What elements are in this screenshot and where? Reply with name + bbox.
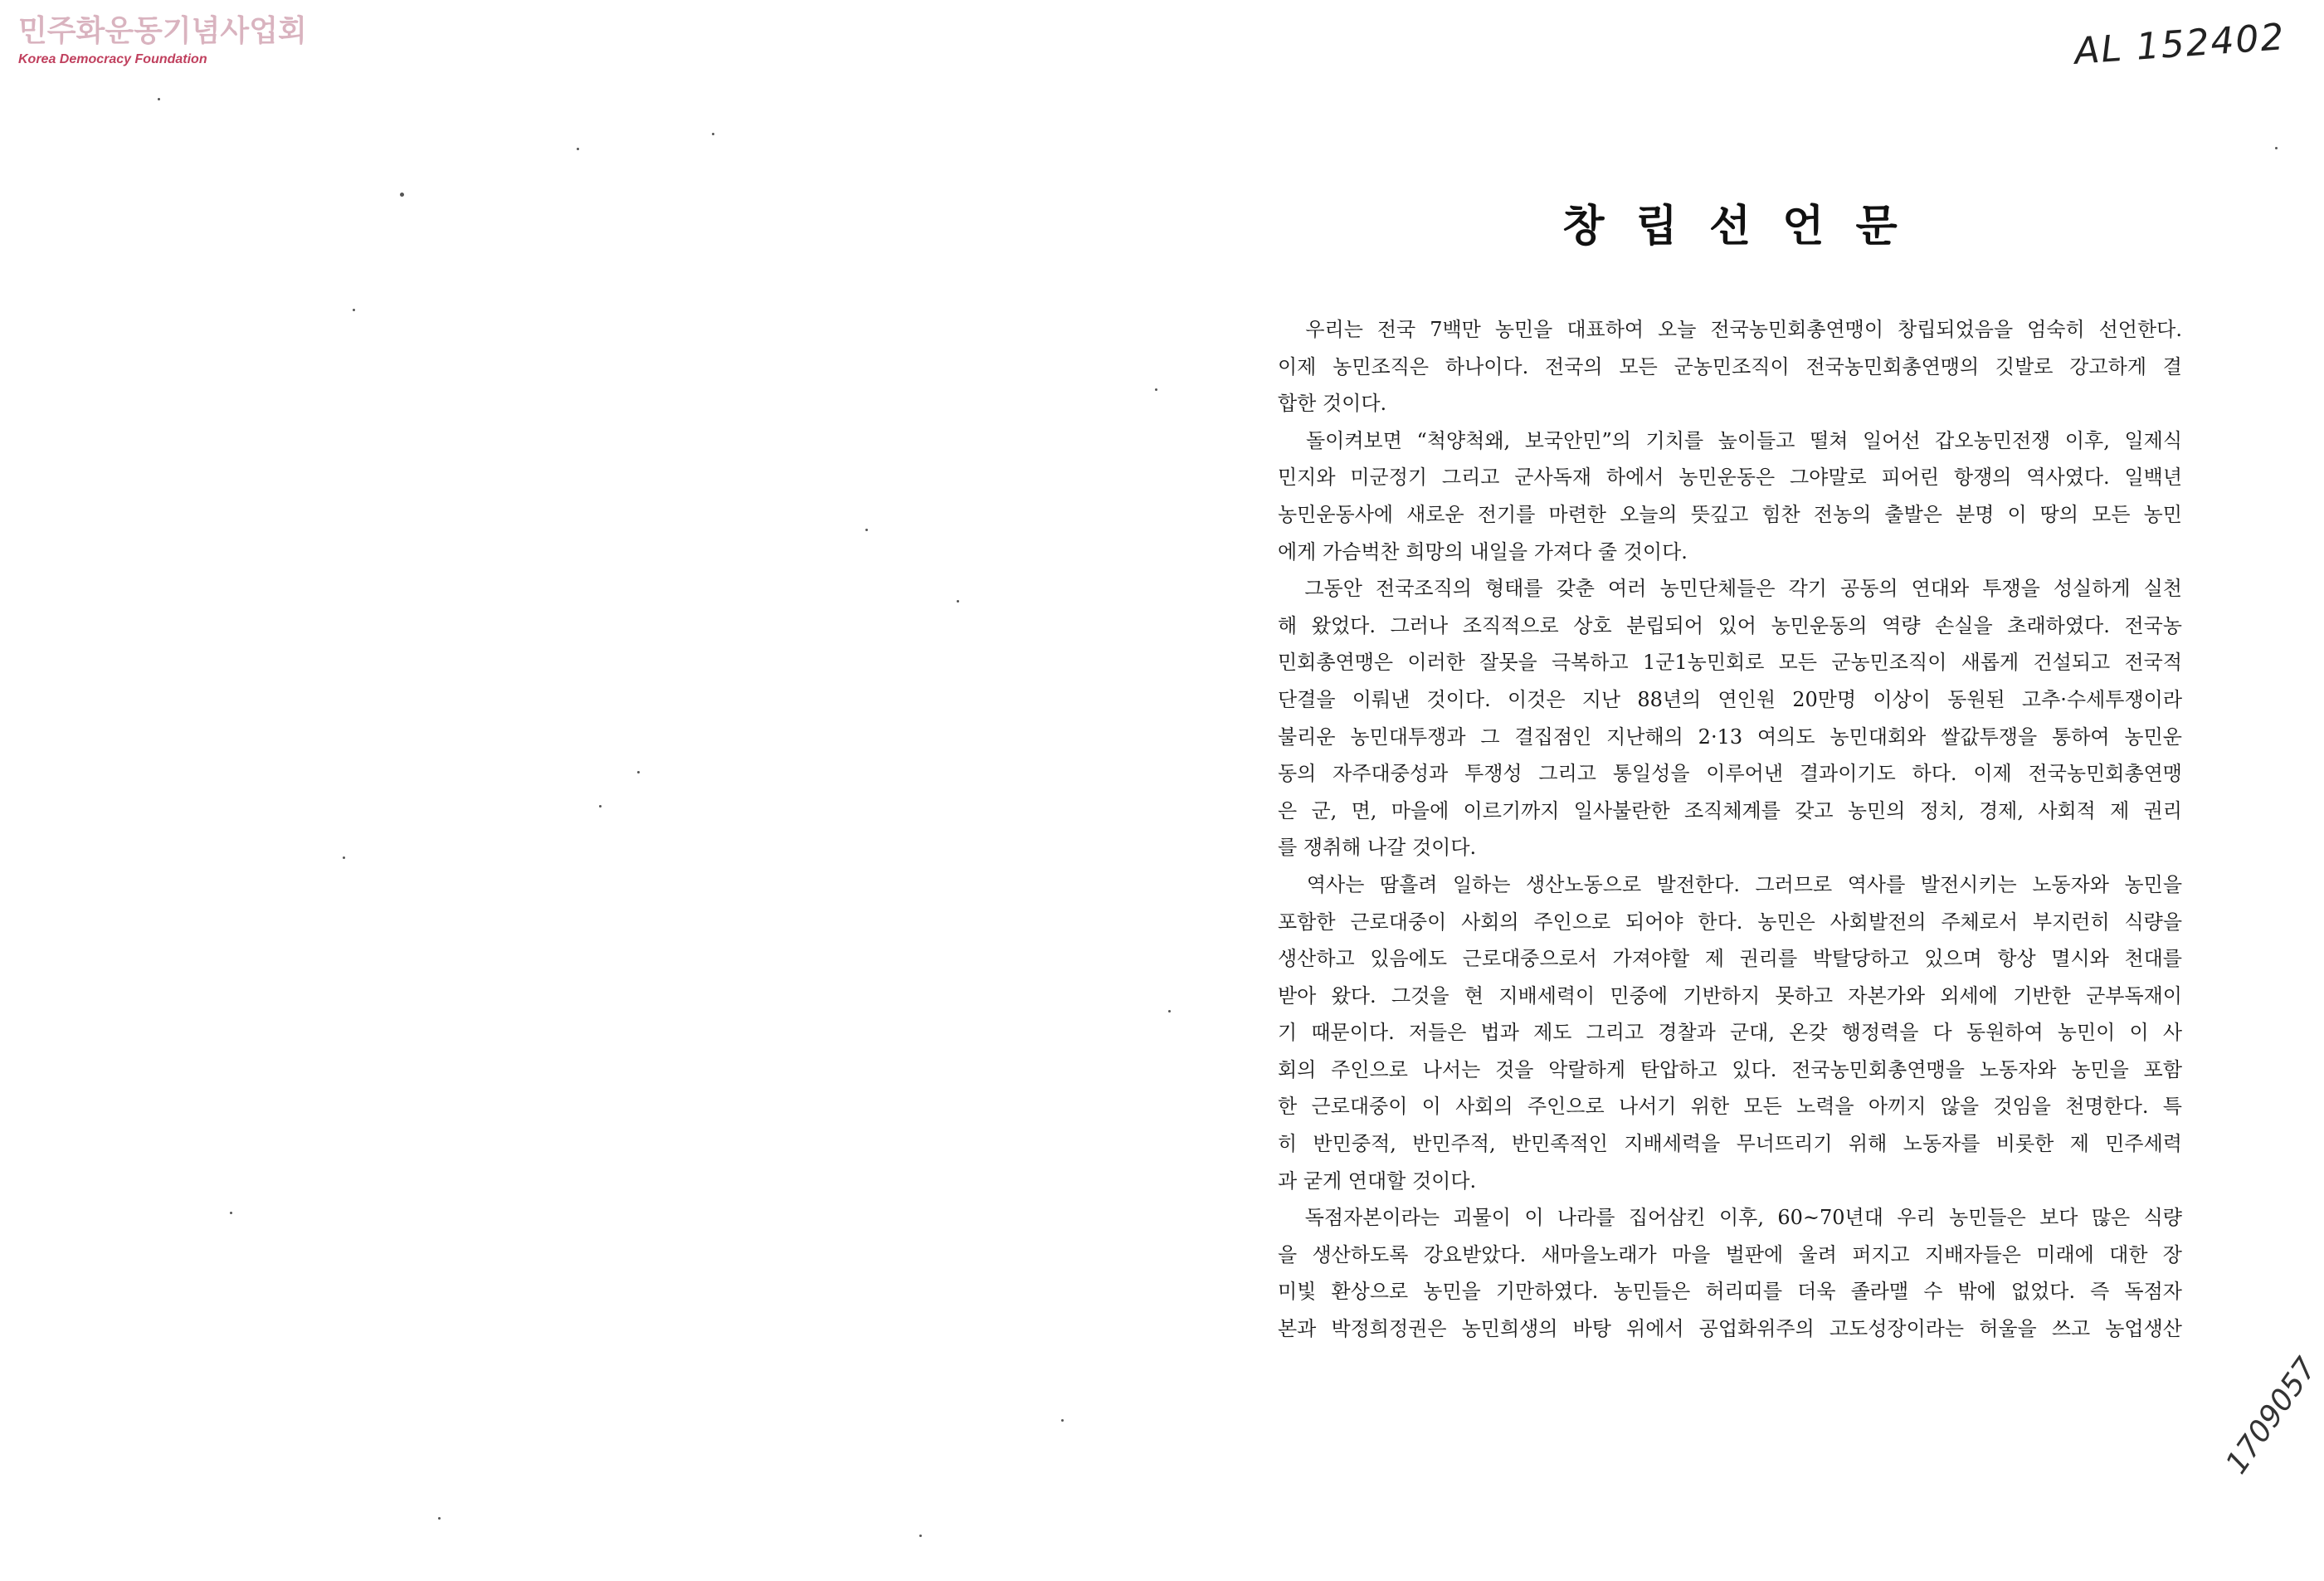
document-line: 단결을 이뤄낸 것이다. 이것은 지난 88년의 연인원 20만명 이상이 동원된 고추·수세투쟁이라 — [1278, 687, 2182, 711]
document-line: 동의 자주대중성과 투쟁성 그리고 통일성을 이루어낸 결과이기도 하다. 이제 전국농민회총연맹 — [1278, 762, 2182, 786]
document-line: 를 쟁취해 나갈 것이다. — [1278, 836, 1477, 860]
document-line: 그동안 전국조직의 형태를 갖춘 여러 농민단체들은 각기 공동의 연대와 투쟁을 성실하게 실천 — [1278, 577, 2182, 601]
document-line: 역사는 땀흘려 일하는 생산노동으로 발전한다. 그러므로 역사를 발전시키는 노동자와 농민을 — [1278, 872, 2182, 896]
document-line: 생산하고 있음에도 근로대중으로서 가져야할 제 권리를 박탈당하고 있으며 항상 멸시와 천대를 — [1278, 947, 2182, 971]
scan-speckle — [2275, 147, 2278, 149]
document-line: 히 반민중적, 반민주적, 반민족적인 지배세력을 무너뜨리기 위해 노동자를 비롯한 제 민주세력 — [1278, 1132, 2182, 1156]
scan-speckle — [919, 1535, 922, 1537]
scan-speckle — [353, 309, 355, 311]
scan-speckle — [343, 856, 345, 859]
document-line: 기 때문이다. 저들은 법과 제도 그리고 경찰과 군대, 온갖 행정력을 다 동원하여 농민이 이 사 — [1278, 1021, 2182, 1045]
document-line: 받아 왔다. 그것을 현 지배세력이 민중에 기반하지 못하고 자본가와 외세에 기반한 군부독재이 — [1278, 983, 2182, 1008]
document-line: 에게 가슴벅찬 희망의 내일을 가져다 줄 것이다. — [1278, 539, 1688, 564]
scan-speckle — [1155, 388, 1157, 391]
document-line: 은 군, 면, 마을에 이르기까지 일사불란한 조직체계를 갖고 농민의 정치, 경제, 사회적 제 권리 — [1278, 798, 2182, 822]
scan-speckle — [230, 1212, 232, 1214]
handwritten-archive-number: AL 152402 — [2073, 16, 2287, 73]
document-line: 우리는 전국 7백만 농민을 대표하여 오늘 전국농민회총연맹이 창립되었음을 엄숙히 선언한다. — [1278, 318, 2182, 341]
document-line: 해 왔었다. 그러나 조직적으로 상호 분립되어 있어 농민운동의 역량 손실을 초래하였다. 전국농 — [1278, 613, 2182, 637]
scan-speckle — [400, 193, 404, 197]
handwritten-side-number: 1709057 — [2219, 1351, 2324, 1481]
document-line: 미빛 환상으로 농민을 기만하였다. 농민들은 허리띠를 더욱 졸라맬 수 밖에 없었다. 즉 독점자 — [1278, 1280, 2182, 1304]
scan-speckle — [438, 1517, 441, 1520]
document-title: 창 립 선 언 문 — [1562, 202, 1906, 251]
document-line: 민회총연맹은 이러한 잘못을 극복하고 1군1농민회로 모든 군농민조직이 새롭게 건설되고 전국적 — [1278, 651, 2182, 675]
document-line: 한 근로대중이 이 사회의 주인으로 나서기 위한 모든 노력을 아끼지 않을 것임을 천명한다. 특 — [1278, 1095, 2182, 1119]
document-line: 회의 주인으로 나서는 것을 악랄하게 탄압하고 있다. 전국농민회총연맹을 노동자와 농민을 포함 — [1278, 1057, 2182, 1081]
scan-speckle — [637, 771, 640, 773]
document-line: 불리운 농민대투쟁과 그 결집점인 지난해의 2·13 여의도 농민대회와 쌀값투쟁을 통하여 농민운 — [1278, 725, 2182, 749]
scan-speckle — [1061, 1419, 1064, 1422]
document-body — [1278, 311, 2182, 1348]
foundation-logo — [18, 15, 307, 68]
scan-speckle — [712, 133, 714, 135]
document-line: 독점자본이라는 괴물이 이 나라를 집어삼킨 이후, 60~70년대 우리 농민들은 보다 많은 식량 — [1278, 1206, 2182, 1230]
scan-speckle — [957, 600, 959, 603]
logo-english-text: Korea Democracy Foundation — [18, 52, 207, 66]
scan-speckle — [599, 805, 602, 808]
document-line: 합한 것이다. — [1278, 392, 1387, 416]
scan-speckle — [865, 529, 868, 531]
document-line: 과 굳게 연대할 것이다. — [1278, 1169, 1477, 1193]
logo-korean-text: 민주화운동기념사업회 — [18, 14, 307, 48]
document-line: 농민운동사에 새로운 전기를 마련한 오늘의 뜻깊고 힘찬 전농의 출발은 분명 이 땅의 모든 농민 — [1278, 502, 2182, 526]
document-line: 을 생산하도록 강요받았다. 새마을노래가 마을 벌판에 울려 퍼지고 지배자들은 미래에 대한 장 — [1278, 1242, 2182, 1266]
document-line: 민지와 미군정기 그리고 군사독재 하에서 농민운동은 그야말로 피어린 항쟁의 역사였다. 일백년 — [1278, 466, 2182, 490]
scan-speckle — [1168, 1010, 1171, 1013]
document-line: 이제 농민조직은 하나이다. 전국의 모든 군농민조직이 전국농민회총연맹의 깃발로 강고하게 결 — [1278, 354, 2182, 378]
scan-speckle — [577, 148, 579, 150]
document-line: 돌이켜보면 “척양척왜, 보국안민”의 기치를 높이들고 떨쳐 일어선 갑오농민전쟁 이후, 일제식 — [1278, 428, 2182, 452]
document-line: 본과 박정희정권은 농민희생의 바탕 위에서 공업화위주의 고도성장이라는 허울을 쓰고 농업생산 — [1278, 1317, 2182, 1341]
document-line: 포함한 근로대중이 사회의 주인으로 되어야 한다. 농민은 사회발전의 주체로서 부지런히 식량을 — [1278, 910, 2182, 934]
scan-speckle — [158, 98, 160, 100]
